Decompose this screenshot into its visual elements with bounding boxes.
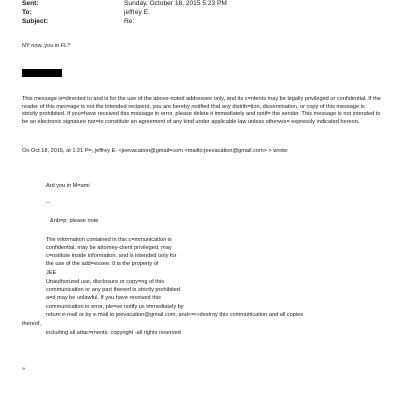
sent-row — [22, 0, 382, 8]
reply-line: NY now..you in FL? — [22, 43, 71, 49]
notice-line: return e-mail or by e-mail to jeevacation@gmail.com, and<=r>destroy this communication and all copies — [46, 312, 304, 318]
notice-line: a=d may be unlawful. If you have received this — [46, 295, 161, 301]
subject-label: Subject: — [22, 18, 49, 25]
to-label: To: — [22, 9, 32, 16]
notice-line: the use of the add=essee. It is the property of — [46, 261, 159, 267]
notice-line: communication in error, ple=se notify us immediately by — [46, 304, 184, 310]
notice-line: confidential, may be attorney-client privileged, may — [46, 245, 172, 251]
signature-separator: -- — [46, 200, 50, 206]
sent-label: Sent: — [22, 0, 39, 7]
notice-line: JEE — [46, 270, 57, 276]
notice-copyright: including all attac=ments. copyright -all rights reserved — [46, 330, 181, 336]
footer-mark: » — [22, 366, 26, 372]
please-note: &nb=p; please note — [50, 218, 99, 224]
notice-line: The information contained in this c=mmunication is — [46, 237, 172, 243]
quoted-question: Ard you in M=ami — [46, 183, 90, 189]
notice-thereof: thereof, — [22, 321, 41, 327]
sent-value: Sunday, October 18, 2015 5:23 PM — [124, 0, 227, 7]
to-value: jeffrey E. — [124, 9, 150, 16]
notice-line: Unauthorized use, disclosure or copy=ng of this — [46, 279, 165, 285]
notice-line: communication or any part thereof is strictly prohibited — [46, 287, 180, 293]
disclaimer-paragraph: This message is=directed to and is for the use of the above-noted addressee only, and its c=ntents may be legally privileged or confidential. If the reader of this mes=age is not the intended recipient, you are hereby notified that any distrib=tion, dissemination, or copy of this message is strictly prohibited. If you=have received this message in error, please delete it immediately and notif= the sender. This message is not intended to be an electronic signature nor=to constitute an agreement of any kind under applicable law unless otherwis= expressly indicated hereon. — [22, 96, 381, 125]
subject-row — [22, 18, 382, 26]
subject-value: Re: — [124, 18, 135, 25]
notice-line: c=nstitute inside information, and is intended only for — [46, 253, 177, 259]
quote-header: On Oct 18, 2015, at 1:21 P=, jeffrey E. <jeevacation@gmail=com <mailto:jeevacation@gmail.com> > wrote: — [22, 148, 289, 154]
to-row — [22, 9, 382, 17]
redaction-bar — [22, 69, 62, 77]
